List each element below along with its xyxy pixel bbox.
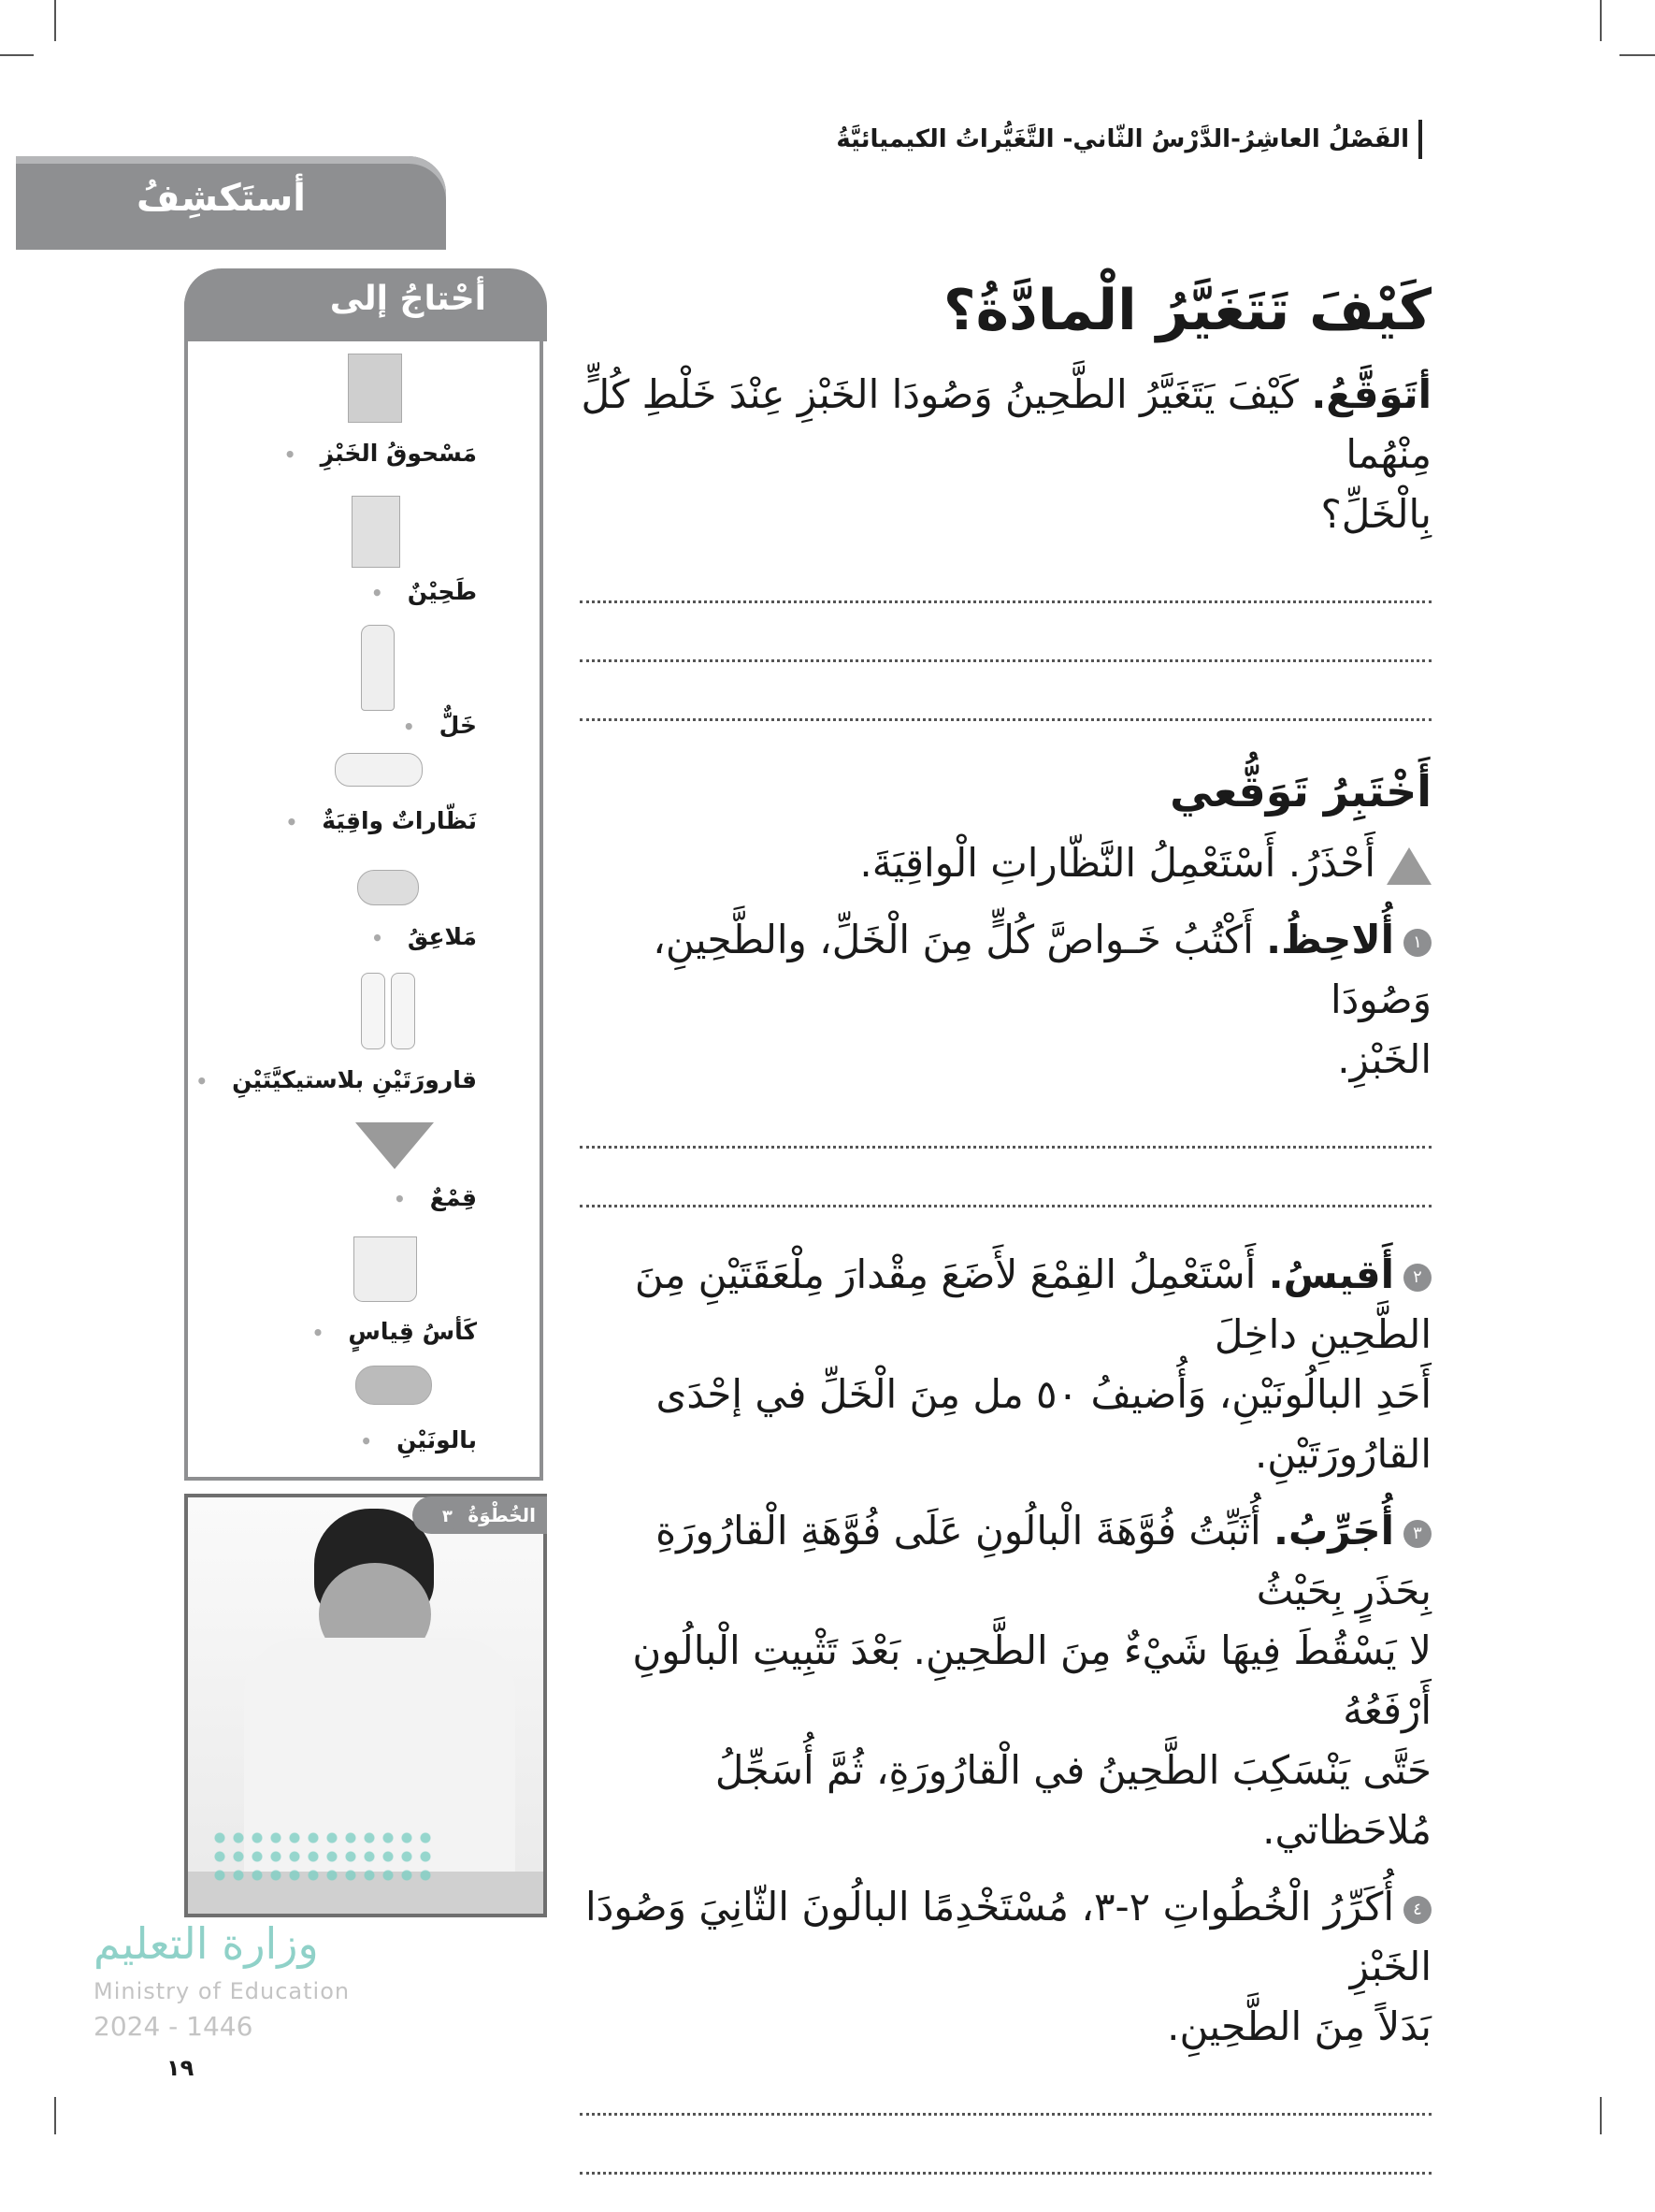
ministry-logo-english: Ministry of Education — [94, 1978, 351, 2004]
materials-title: أحْتاجُ إلى — [329, 280, 486, 318]
answer-line[interactable] — [580, 2172, 1432, 2175]
safety-goggles-icon — [335, 753, 423, 787]
materials-header — [184, 268, 547, 341]
spoons-icon — [357, 870, 419, 905]
step-text: أَسْتَعْمِلُ القِمْعَ لأَضَعَ مِقْدارَ مِلْعَقَتَيْنِ مِنَ الطَّحِينِ داخِلَ — [634, 1251, 1432, 1357]
caution-line — [580, 833, 1432, 893]
step-line: أَحَدِ البالُونَيْنِ، وَأُضيفُ ٥٠ مل مِنَ الْخَلِّ في إحْدَى القارُورَتَيْنِ. — [655, 1371, 1432, 1477]
step-number: ١ — [1403, 929, 1432, 957]
section-heading: أَخْتَبِرُ تَوَقُّعي — [1170, 766, 1432, 817]
step-text: أُثَبِّتُ فُوَّهَةَ الْبالُونِ عَلَى فُوَّهَةِ الْقارُورَةِ بِحَذَرٍ بِحَيْثُ — [655, 1508, 1432, 1613]
crop-mark — [54, 2097, 56, 2134]
step-tag-label: الخُطْوَةُ — [468, 1504, 536, 1526]
material-item: نَظّاراتٌ واقِيَةٌ • — [285, 807, 477, 834]
step-number: ٢ — [1403, 1264, 1432, 1292]
predict-text: كَيْفَ يَتَغَيَّرُ الطَّحِينُ وَصُودَا الخَبْزِ عِنْدَ خَلْطِ كُلٍّ مِنْهُما — [581, 371, 1432, 477]
material-item: خَلٌّ • — [403, 712, 477, 739]
material-item: بالونَيْنِ • — [360, 1426, 477, 1453]
predict-label: أتَوَقَّعُ. — [1311, 371, 1432, 417]
answer-line[interactable] — [580, 600, 1432, 603]
step-line — [580, 910, 1432, 1030]
step-line: حَتَّى يَنْسَكِبَ الطَّحِينُ في الْقارُورَةِ، ثُمَّ أُسَجِّلُ مُلاحَظاتي. — [714, 1747, 1432, 1853]
measuring-cup-icon — [353, 1236, 417, 1302]
step-line — [580, 1877, 1432, 1997]
breadcrumb: الفَصْلُ العاشِرُ-الدَّرْسُ الثّاني- التَّغَيُّراتُ الكيميائيَّةُ — [836, 120, 1422, 159]
predict-paragraph — [580, 365, 1432, 544]
answer-line[interactable] — [580, 1146, 1432, 1149]
ministry-logo-dots — [210, 1829, 435, 1885]
plastic-bottle-icon — [361, 973, 385, 1049]
step-text: أَكْتُبُ خَـواصَّ كُلٍّ مِنَ الْخَلِّ، والطَّحِينِ، وَصُودَا — [653, 917, 1432, 1022]
material-item: قِمْعٌ • — [394, 1184, 477, 1211]
crop-mark — [54, 0, 56, 41]
step-text: أُكَرِّرُ الْخُطُواتِ ٢-٣، مُسْتَخْدِمًا البالُونَ الثّانِيَ وَصُودَا الخَبْزِ — [584, 1884, 1432, 1989]
step-line: بَدَلاً مِنَ الطَّحِينِ. — [1167, 2003, 1432, 2049]
baking-powder-box-icon — [348, 354, 402, 423]
step-tag — [412, 1496, 547, 1534]
step-label: أُجَرِّبُ. — [1274, 1508, 1394, 1554]
crop-mark — [1600, 2097, 1602, 2134]
material-item: كَأسُ قِياسٍ • — [312, 1318, 477, 1345]
answer-line[interactable] — [580, 718, 1432, 721]
step-line — [580, 1501, 1432, 1621]
step-line: الخَبْزِ. — [1337, 1036, 1432, 1082]
material-item: قارورَتَيْنِ بلاستيكيَّتَيْنِ • — [195, 1066, 477, 1093]
step-number: ٣ — [1403, 1520, 1432, 1548]
predict-line — [580, 365, 1432, 484]
answer-line[interactable] — [580, 1205, 1432, 1207]
step-line: لا يَسْقُطَ فِيهَا شَيْءٌ مِنَ الطَّحِينِ. بَعْدَ تَثْبِيتِ الْبالُونِ أَرْفَعُهُ — [632, 1627, 1432, 1733]
caution-label: أَحْذَرُ. — [1288, 840, 1375, 886]
step-1 — [580, 910, 1432, 1090]
balloons-icon — [355, 1366, 432, 1405]
step-3 — [580, 1501, 1432, 1860]
crop-mark — [1619, 54, 1655, 56]
page-title: كَيْفَ تَتَغَيَّرُ الْمادَّةُ؟ — [943, 278, 1432, 343]
step-label: أَقيسُ. — [1268, 1251, 1394, 1297]
material-item: طَحِيْنٌ • — [371, 578, 477, 605]
step-number: ٤ — [1403, 1896, 1432, 1924]
ministry-logo-arabic: وزارة التعليم — [94, 1918, 319, 1969]
step-label: أُلاحِظُ. — [1266, 917, 1394, 962]
caution-text: أَسْتَعْمِلُ النَّظّاراتِ الْواقِيَةَ. — [859, 840, 1276, 886]
flour-bag-icon — [352, 496, 400, 568]
step-tag-number: ٣ — [433, 1503, 461, 1531]
vinegar-bottle-icon — [361, 625, 395, 711]
step-4 — [580, 1877, 1432, 2057]
answer-line[interactable] — [580, 2113, 1432, 2116]
material-item: مَسْحوقُ الخَبْزِ • — [284, 440, 477, 467]
funnel-icon — [355, 1122, 434, 1169]
step-2 — [580, 1245, 1432, 1484]
edition-year: 2024 - 1446 — [94, 2011, 253, 2042]
crop-mark — [1600, 0, 1602, 41]
crop-mark — [0, 54, 34, 56]
step-line — [580, 1245, 1432, 1365]
plastic-bottle-icon — [391, 973, 415, 1049]
section-tab-label: أستَكشِفُ — [137, 177, 306, 220]
answer-line[interactable] — [580, 659, 1432, 662]
warning-triangle-icon — [1387, 847, 1432, 885]
page-number: ١٩ — [166, 2055, 194, 2081]
section-tab — [16, 156, 446, 250]
predict-line: بِالْخَلِّ؟ — [1320, 491, 1432, 537]
material-item: مَلاعِقُ • — [371, 923, 477, 950]
main-column — [580, 271, 1432, 2212]
